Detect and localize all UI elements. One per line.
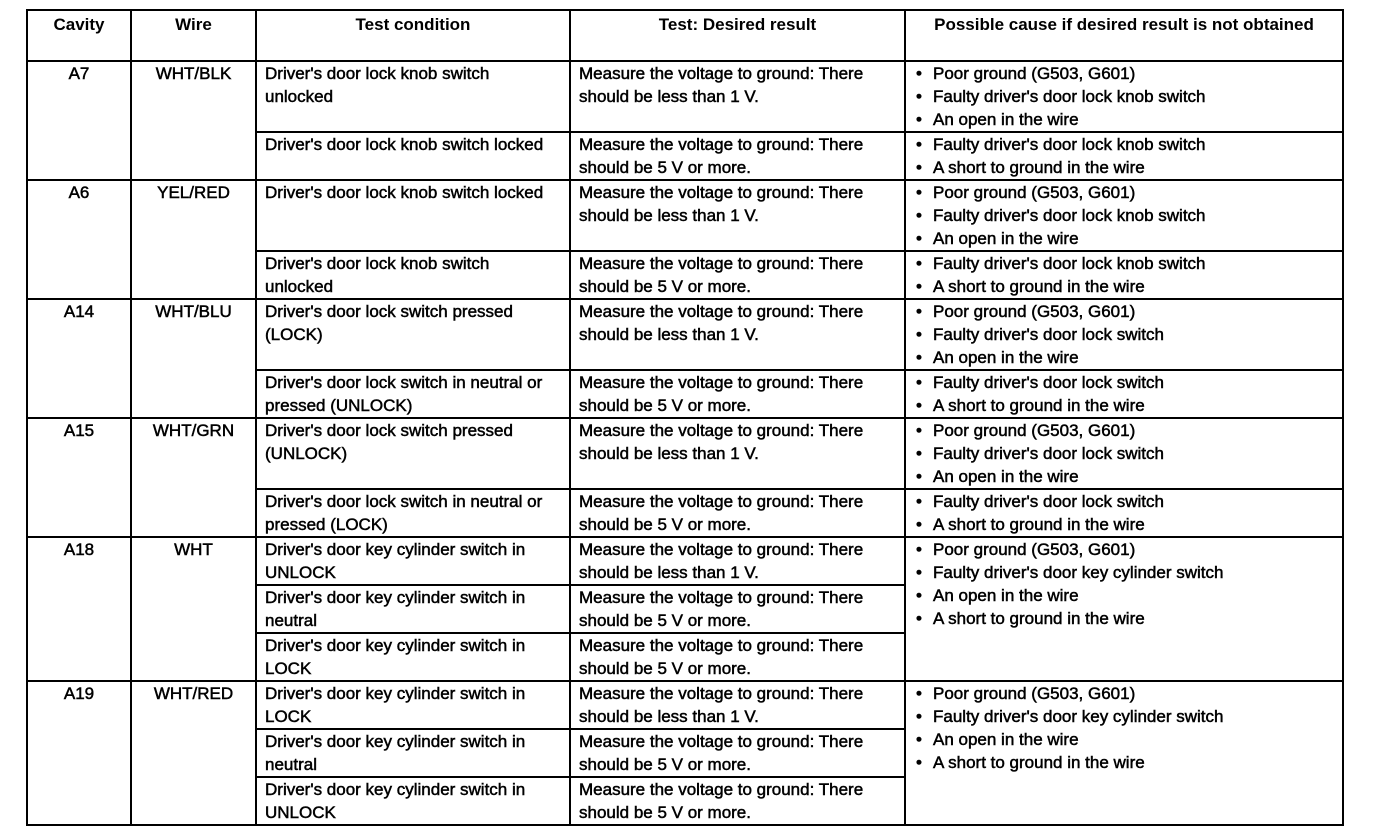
cause-item: • A short to ground in the wire: [914, 394, 1334, 417]
header-desired-result: Test: Desired result: [570, 10, 905, 61]
cause-item: • An open in the wire: [914, 584, 1334, 607]
test-condition-cell: Driver's door key cylinder switch in UNLOCK: [256, 777, 570, 825]
test-condition-cell: Driver's door lock knob switch unlocked: [256, 61, 570, 132]
possible-cause-cell: [905, 132, 1343, 180]
cause-item: • Faulty driver's door lock switch: [914, 442, 1334, 465]
wire-color-cell: WHT/BLU: [131, 299, 256, 418]
cause-item: • Poor ground (G503, G601): [914, 682, 1334, 705]
cause-item: • An open in the wire: [914, 728, 1334, 751]
possible-cause-cell: [905, 61, 1343, 132]
test-condition-cell: Driver's door lock knob switch unlocked: [256, 251, 570, 299]
cavity-cell: A18: [27, 537, 131, 681]
troubleshooting-table-page: [26, 9, 1342, 822]
door-lock-input-test-table: [26, 9, 1344, 826]
cause-item: • An open in the wire: [914, 346, 1334, 369]
cause-item: • An open in the wire: [914, 465, 1334, 488]
desired-result-cell: Measure the voltage to ground: There should be 5 V or more.: [570, 251, 905, 299]
desired-result-cell: Measure the voltage to ground: There should be less than 1 V.: [570, 299, 905, 370]
cause-item: • Faulty driver's door lock knob switch: [914, 204, 1334, 227]
cause-item: • Faulty driver's door key cylinder switch: [914, 705, 1334, 728]
desired-result-cell: Measure the voltage to ground: There should be less than 1 V.: [570, 418, 905, 489]
table-row: [27, 537, 1343, 585]
cavity-cell: A15: [27, 418, 131, 537]
desired-result-cell: Measure the voltage to ground: There should be 5 V or more.: [570, 132, 905, 180]
test-condition-cell: Driver's door key cylinder switch in LOCK: [256, 633, 570, 681]
test-condition-cell: Driver's door lock switch in neutral or pressed (LOCK): [256, 489, 570, 537]
cause-item: • Poor ground (G503, G601): [914, 181, 1334, 204]
wire-color-cell: YEL/RED: [131, 180, 256, 299]
table-row: [27, 61, 1343, 132]
desired-result-cell: Measure the voltage to ground: There should be 5 V or more.: [570, 729, 905, 777]
cause-item: • Faulty driver's door lock knob switch: [914, 252, 1334, 275]
cause-item: • A short to ground in the wire: [914, 607, 1334, 630]
desired-result-cell: Measure the voltage to ground: There should be 5 V or more.: [570, 777, 905, 825]
cause-item: • Faulty driver's door lock switch: [914, 371, 1334, 394]
test-condition-cell: Driver's door lock switch in neutral or pressed (UNLOCK): [256, 370, 570, 418]
cause-item: • A short to ground in the wire: [914, 513, 1334, 536]
desired-result-cell: Measure the voltage to ground: There should be less than 1 V.: [570, 180, 905, 251]
header-test-condition: Test condition: [256, 10, 570, 61]
possible-cause-cell: [905, 180, 1343, 251]
possible-cause-cell: [905, 370, 1343, 418]
test-condition-cell: Driver's door key cylinder switch in UNLOCK: [256, 537, 570, 585]
header-possible-cause: Possible cause if desired result is not obtained: [905, 10, 1343, 61]
cause-item: • An open in the wire: [914, 227, 1334, 250]
table-row: [27, 299, 1343, 370]
table-row: [27, 180, 1343, 251]
cavity-cell: A6: [27, 180, 131, 299]
possible-cause-cell: [905, 537, 1343, 681]
test-condition-cell: Driver's door key cylinder switch in neutral: [256, 729, 570, 777]
cause-item: • Poor ground (G503, G601): [914, 62, 1334, 85]
desired-result-cell: Measure the voltage to ground: There should be less than 1 V.: [570, 61, 905, 132]
test-condition-cell: Driver's door key cylinder switch in neutral: [256, 585, 570, 633]
wire-color-cell: WHT/RED: [131, 681, 256, 825]
desired-result-cell: Measure the voltage to ground: There should be 5 V or more.: [570, 585, 905, 633]
test-condition-cell: Driver's door lock knob switch locked: [256, 132, 570, 180]
cause-item: • Faulty driver's door lock switch: [914, 323, 1334, 346]
header-row: [27, 10, 1343, 61]
test-condition-cell: Driver's door lock knob switch locked: [256, 180, 570, 251]
cavity-cell: A14: [27, 299, 131, 418]
possible-cause-cell: [905, 418, 1343, 489]
wire-color-cell: WHT/GRN: [131, 418, 256, 537]
table-row: [27, 418, 1343, 489]
cause-item: • A short to ground in the wire: [914, 156, 1334, 179]
possible-cause-cell: [905, 299, 1343, 370]
cause-item: • A short to ground in the wire: [914, 751, 1334, 774]
possible-cause-cell: [905, 489, 1343, 537]
cause-item: • A short to ground in the wire: [914, 275, 1334, 298]
cause-item: • Faulty driver's door lock knob switch: [914, 133, 1334, 156]
desired-result-cell: Measure the voltage to ground: There should be 5 V or more.: [570, 370, 905, 418]
table-row: [27, 681, 1343, 729]
cause-item: • Faulty driver's door lock knob switch: [914, 85, 1334, 108]
test-condition-cell: Driver's door lock switch pressed (UNLOCK): [256, 418, 570, 489]
cause-item: • Poor ground (G503, G601): [914, 538, 1334, 561]
cavity-cell: A7: [27, 61, 131, 180]
test-condition-cell: Driver's door lock switch pressed (LOCK): [256, 299, 570, 370]
cause-item: • An open in the wire: [914, 108, 1334, 131]
possible-cause-cell: [905, 681, 1343, 825]
possible-cause-cell: [905, 251, 1343, 299]
wire-color-cell: WHT: [131, 537, 256, 681]
desired-result-cell: Measure the voltage to ground: There should be less than 1 V.: [570, 681, 905, 729]
desired-result-cell: Measure the voltage to ground: There should be 5 V or more.: [570, 633, 905, 681]
header-cavity: Cavity: [27, 10, 131, 61]
cause-item: • Faulty driver's door lock switch: [914, 490, 1334, 513]
cause-item: • Poor ground (G503, G601): [914, 419, 1334, 442]
desired-result-cell: Measure the voltage to ground: There should be 5 V or more.: [570, 489, 905, 537]
cause-item: • Faulty driver's door key cylinder switch: [914, 561, 1334, 584]
cause-item: • Poor ground (G503, G601): [914, 300, 1334, 323]
test-condition-cell: Driver's door key cylinder switch in LOCK: [256, 681, 570, 729]
desired-result-cell: Measure the voltage to ground: There should be less than 1 V.: [570, 537, 905, 585]
wire-color-cell: WHT/BLK: [131, 61, 256, 180]
header-wire: Wire: [131, 10, 256, 61]
cavity-cell: A19: [27, 681, 131, 825]
